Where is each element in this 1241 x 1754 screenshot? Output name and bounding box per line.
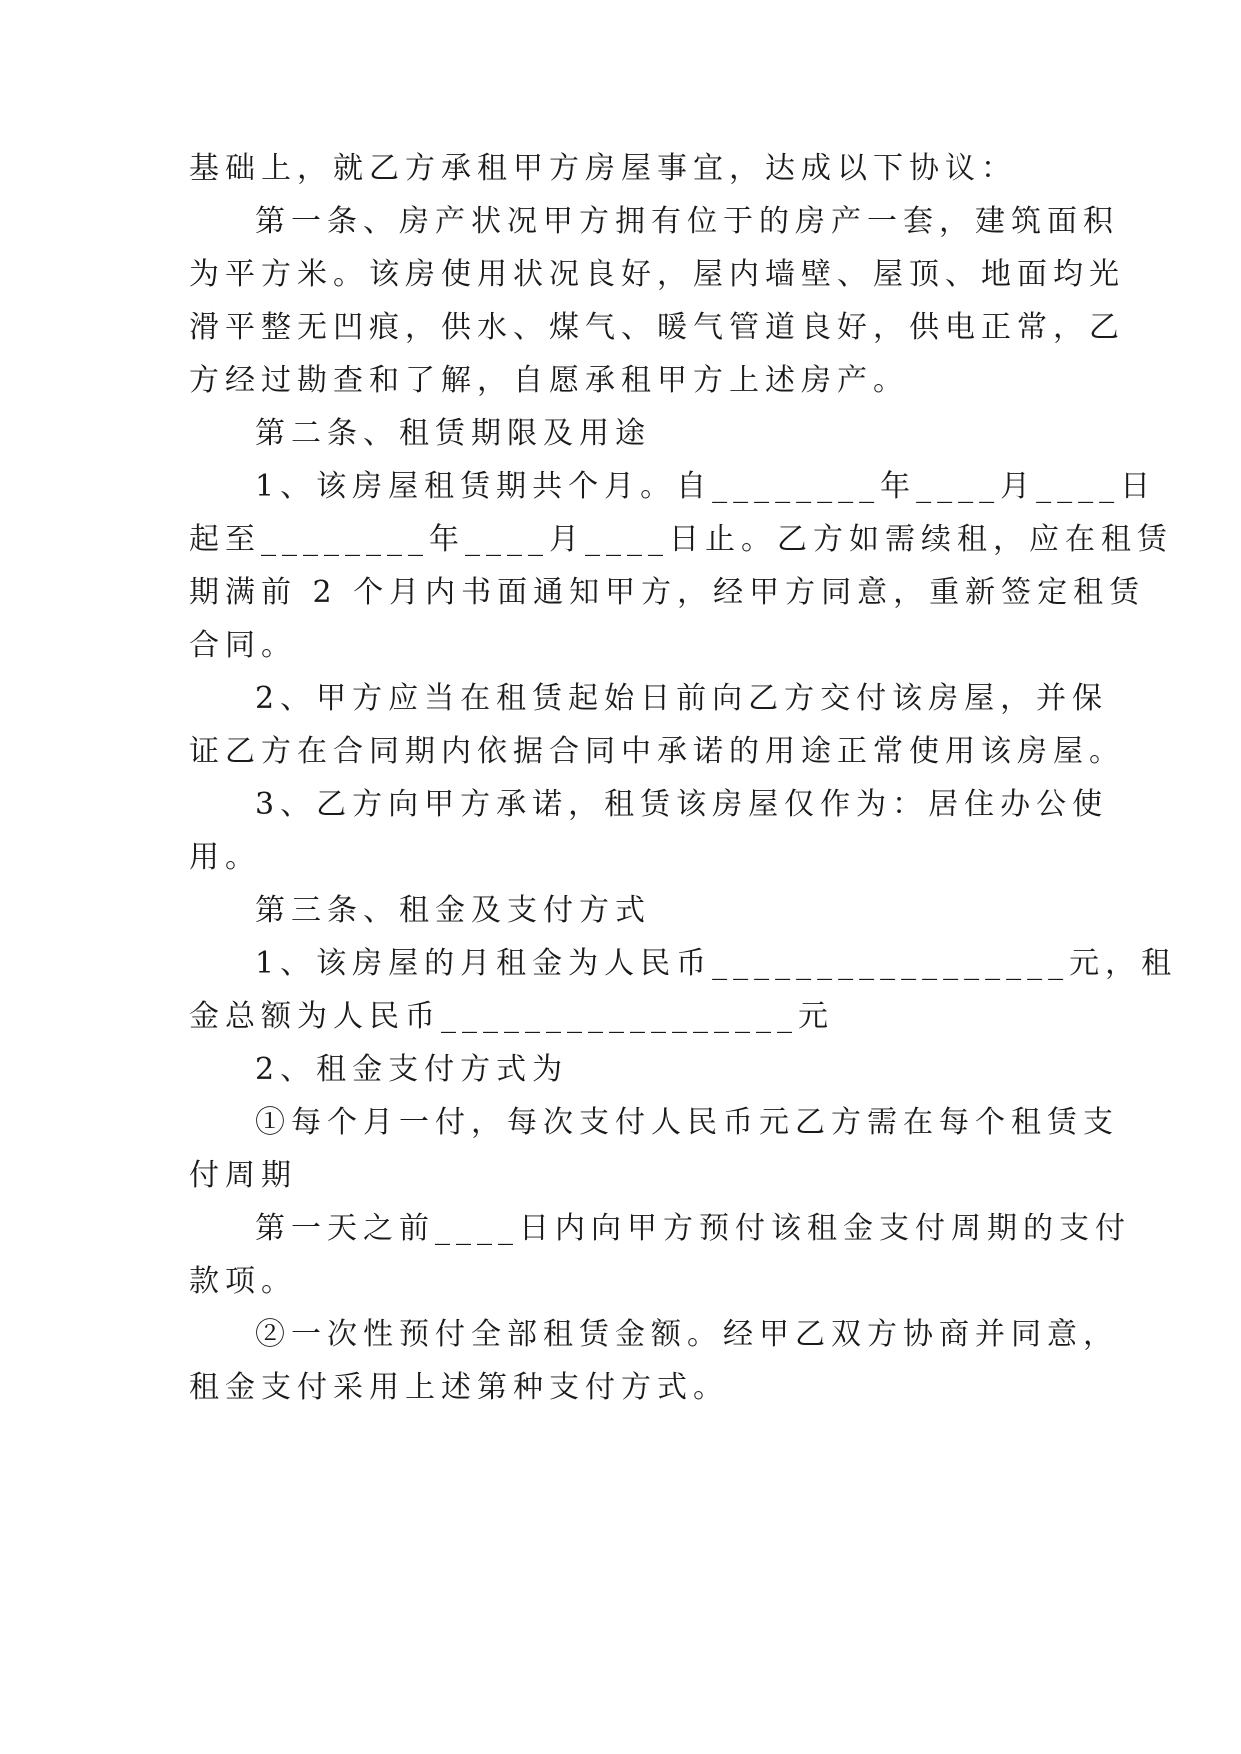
- text-line-21: 第一天之前____日内向甲方预付该租金支付周期的支付: [255, 1211, 1131, 1246]
- text-line-22: 款项。: [189, 1264, 297, 1299]
- text-line-20: 付周期: [189, 1158, 297, 1193]
- text-line-9: 期满前 2 个月内书面通知甲方，经甲方同意，重新签定租赁: [189, 575, 1146, 610]
- text-line-2: 第一条、房产状况甲方拥有位于的房产一套，建筑面积: [255, 204, 1119, 239]
- text-line-11: 2、甲方应当在租赁起始日前向乙方交付该房屋，并保: [255, 681, 1109, 716]
- text-line-5: 方经过勘查和了解，自愿承租甲方上述房产。: [189, 363, 909, 398]
- text-line-16: 1、该房屋的月租金为人民币_________________元，租: [255, 946, 1178, 981]
- text-line-19: ①每个月一付，每次支付人民币元乙方需在每个租赁支: [255, 1105, 1119, 1140]
- text-line-10: 合同。: [189, 628, 297, 663]
- text-line-8: 起至________年____月____日止。乙方如需续租，应在租赁: [189, 522, 1173, 557]
- text-line-3: 为平方米。该房使用状况良好，屋内墙壁、屋顶、地面均光: [189, 257, 1125, 292]
- text-line-14: 用。: [189, 840, 261, 875]
- text-line-24: 租金支付采用上述第种支付方式。: [189, 1370, 729, 1405]
- text-line-13: 3、乙方向甲方承诺，租赁该房屋仅作为：居住办公使: [255, 787, 1109, 822]
- text-line-17: 金总额为人民币_________________元: [189, 999, 834, 1034]
- text-line-6: 第二条、租赁期限及用途: [255, 416, 651, 451]
- text-line-18: 2、租金支付方式为: [255, 1052, 569, 1087]
- text-line-1: 基础上，就乙方承租甲方房屋事宜，达成以下协议：: [189, 151, 1017, 186]
- text-line-15: 第三条、租金及支付方式: [255, 893, 651, 928]
- text-line-4: 滑平整无凹痕，供水、煤气、暖气管道良好，供电正常，乙: [189, 310, 1125, 345]
- text-line-7: 1、该房屋租赁期共个月。自________年____月____日: [255, 469, 1157, 504]
- text-line-12: 证乙方在合同期内依据合同中承诺的用途正常使用该房屋。: [189, 734, 1125, 769]
- text-line-23: ②一次性预付全部租赁金额。经甲乙双方协商并同意，: [255, 1317, 1119, 1352]
